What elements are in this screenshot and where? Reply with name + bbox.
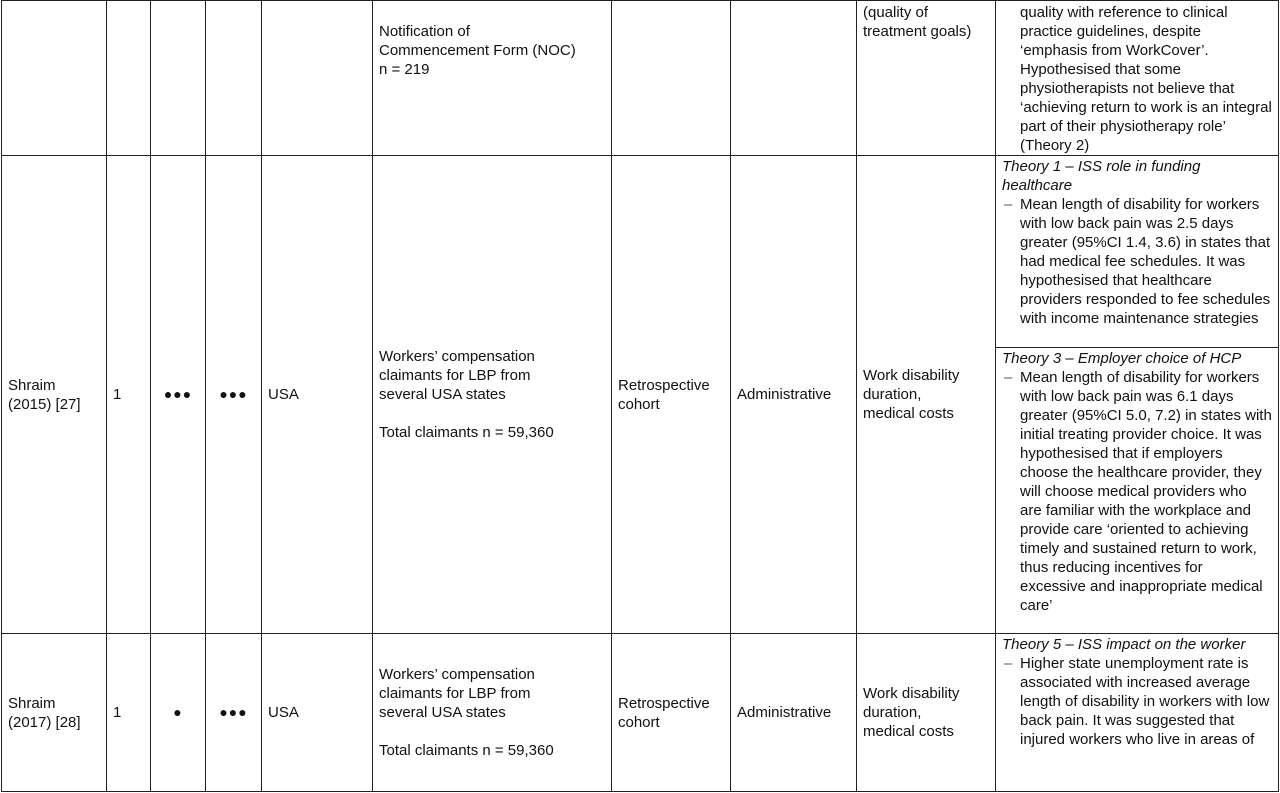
theory-title: Theory 1 – ISS role in funding healthcare	[1002, 158, 1201, 194]
population-cell	[373, 634, 612, 792]
outcome-cell	[857, 1, 996, 156]
outcome-line: Work disability	[863, 685, 960, 702]
population-spacer	[379, 722, 605, 741]
theory-title: Theory 5 – ISS impact on the worker	[1002, 636, 1246, 653]
theory-finding: – Higher state unemployment rate is associated with increased average length of disability in workers with low back pain. It was suggested that injured workers who live in areas of	[1002, 654, 1272, 749]
study-cell: Shraim (2015) [27]	[2, 156, 107, 634]
outcome-line: medical costs	[863, 405, 954, 422]
population-line: claimants for LBP from	[379, 367, 531, 384]
study-cell	[2, 1, 107, 156]
population-line: n = 219	[379, 61, 430, 78]
outcome-line: medical costs	[863, 723, 954, 740]
outcome-cell	[857, 156, 996, 634]
theory-text: quality with reference to clinical practice guidelines, despite ‘emphasis from WorkCover’. Hypothesised that some physiotherapists not believe that ‘achieving return to work is an integral part of their physiotherapy role’ (Theory 2)	[1020, 4, 1272, 154]
theory-cell	[996, 1, 1279, 156]
population-line: Notification of	[379, 23, 470, 40]
theory-finding: – Mean length of disability for workers with low back pain was 2.5 days greater (95%CI 1.4, 3.6) in states that had medical fee schedules. It was hypothesised that healthcare providers responded to fee schedules with income maintenance strategies	[1002, 195, 1272, 328]
population-line: several USA states	[379, 386, 506, 403]
population-line: Commencement Form (NOC)	[379, 42, 576, 59]
outcome-line: duration,	[863, 704, 922, 721]
population-cell	[373, 1, 612, 156]
outcome-line: Work disability	[863, 367, 960, 384]
col2-cell: 1	[107, 156, 151, 634]
data-source-cell: Administrative	[731, 634, 857, 792]
theory-subtable	[996, 156, 1278, 615]
population-line: Workers’ compensation	[379, 348, 535, 365]
outcome-cell	[857, 634, 996, 792]
theory-finding: – Mean length of disability for workers with low back pain was 6.1 days greater (95%CI 5.0, 7.2) in states with initial treating provider choice. It was hypothesised that if employers choose the healthcare provider, they will choose medical providers who are familiar with the workplace and provide care ‘oriented to achieving timely and sustained return to work, thus reducing incentives for excessive and inappropriate medical care’	[1002, 368, 1272, 615]
outcome-line: (quality of	[863, 4, 929, 21]
study-cell: Shraim (2017) [28]	[2, 634, 107, 792]
table-row	[2, 634, 1279, 792]
col3-dots: ●●●	[151, 156, 206, 634]
table-row	[2, 156, 1279, 634]
design-cell: Retrospective cohort	[612, 634, 731, 792]
population-line: several USA states	[379, 704, 506, 721]
col4-dots: ●●●	[206, 156, 262, 634]
theory-cell	[996, 634, 1279, 792]
studies-table	[1, 0, 1279, 792]
table-row	[2, 1, 1279, 156]
data-source-cell: Administrative	[731, 156, 857, 634]
population-line: Total claimants n = 59,360	[379, 742, 554, 759]
col4-cell	[206, 1, 262, 156]
population-line: Total claimants n = 59,360	[379, 424, 554, 441]
population-cell	[373, 156, 612, 634]
col4-dots: ●●●	[206, 634, 262, 792]
col2-cell: 1	[107, 634, 151, 792]
col3-dots: ●	[151, 634, 206, 792]
population-line: Workers’ compensation	[379, 666, 535, 683]
outcome-line: duration,	[863, 386, 922, 403]
data-source-cell	[731, 1, 857, 156]
theory-cell	[996, 156, 1279, 634]
outcome-line: treatment goals)	[863, 23, 972, 40]
theory-block	[996, 156, 1278, 347]
theory-block	[996, 347, 1278, 615]
design-cell	[612, 1, 731, 156]
col3-cell	[151, 1, 206, 156]
population-line: claimants for LBP from	[379, 685, 531, 702]
theory-title: Theory 3 – Employer choice of HCP	[1002, 349, 1242, 367]
country-cell	[262, 1, 373, 156]
population-spacer	[379, 404, 605, 423]
design-cell: Retrospective cohort	[612, 156, 731, 634]
col2-cell	[107, 1, 151, 156]
country-cell: USA	[262, 156, 373, 634]
country-cell: USA	[262, 634, 373, 792]
